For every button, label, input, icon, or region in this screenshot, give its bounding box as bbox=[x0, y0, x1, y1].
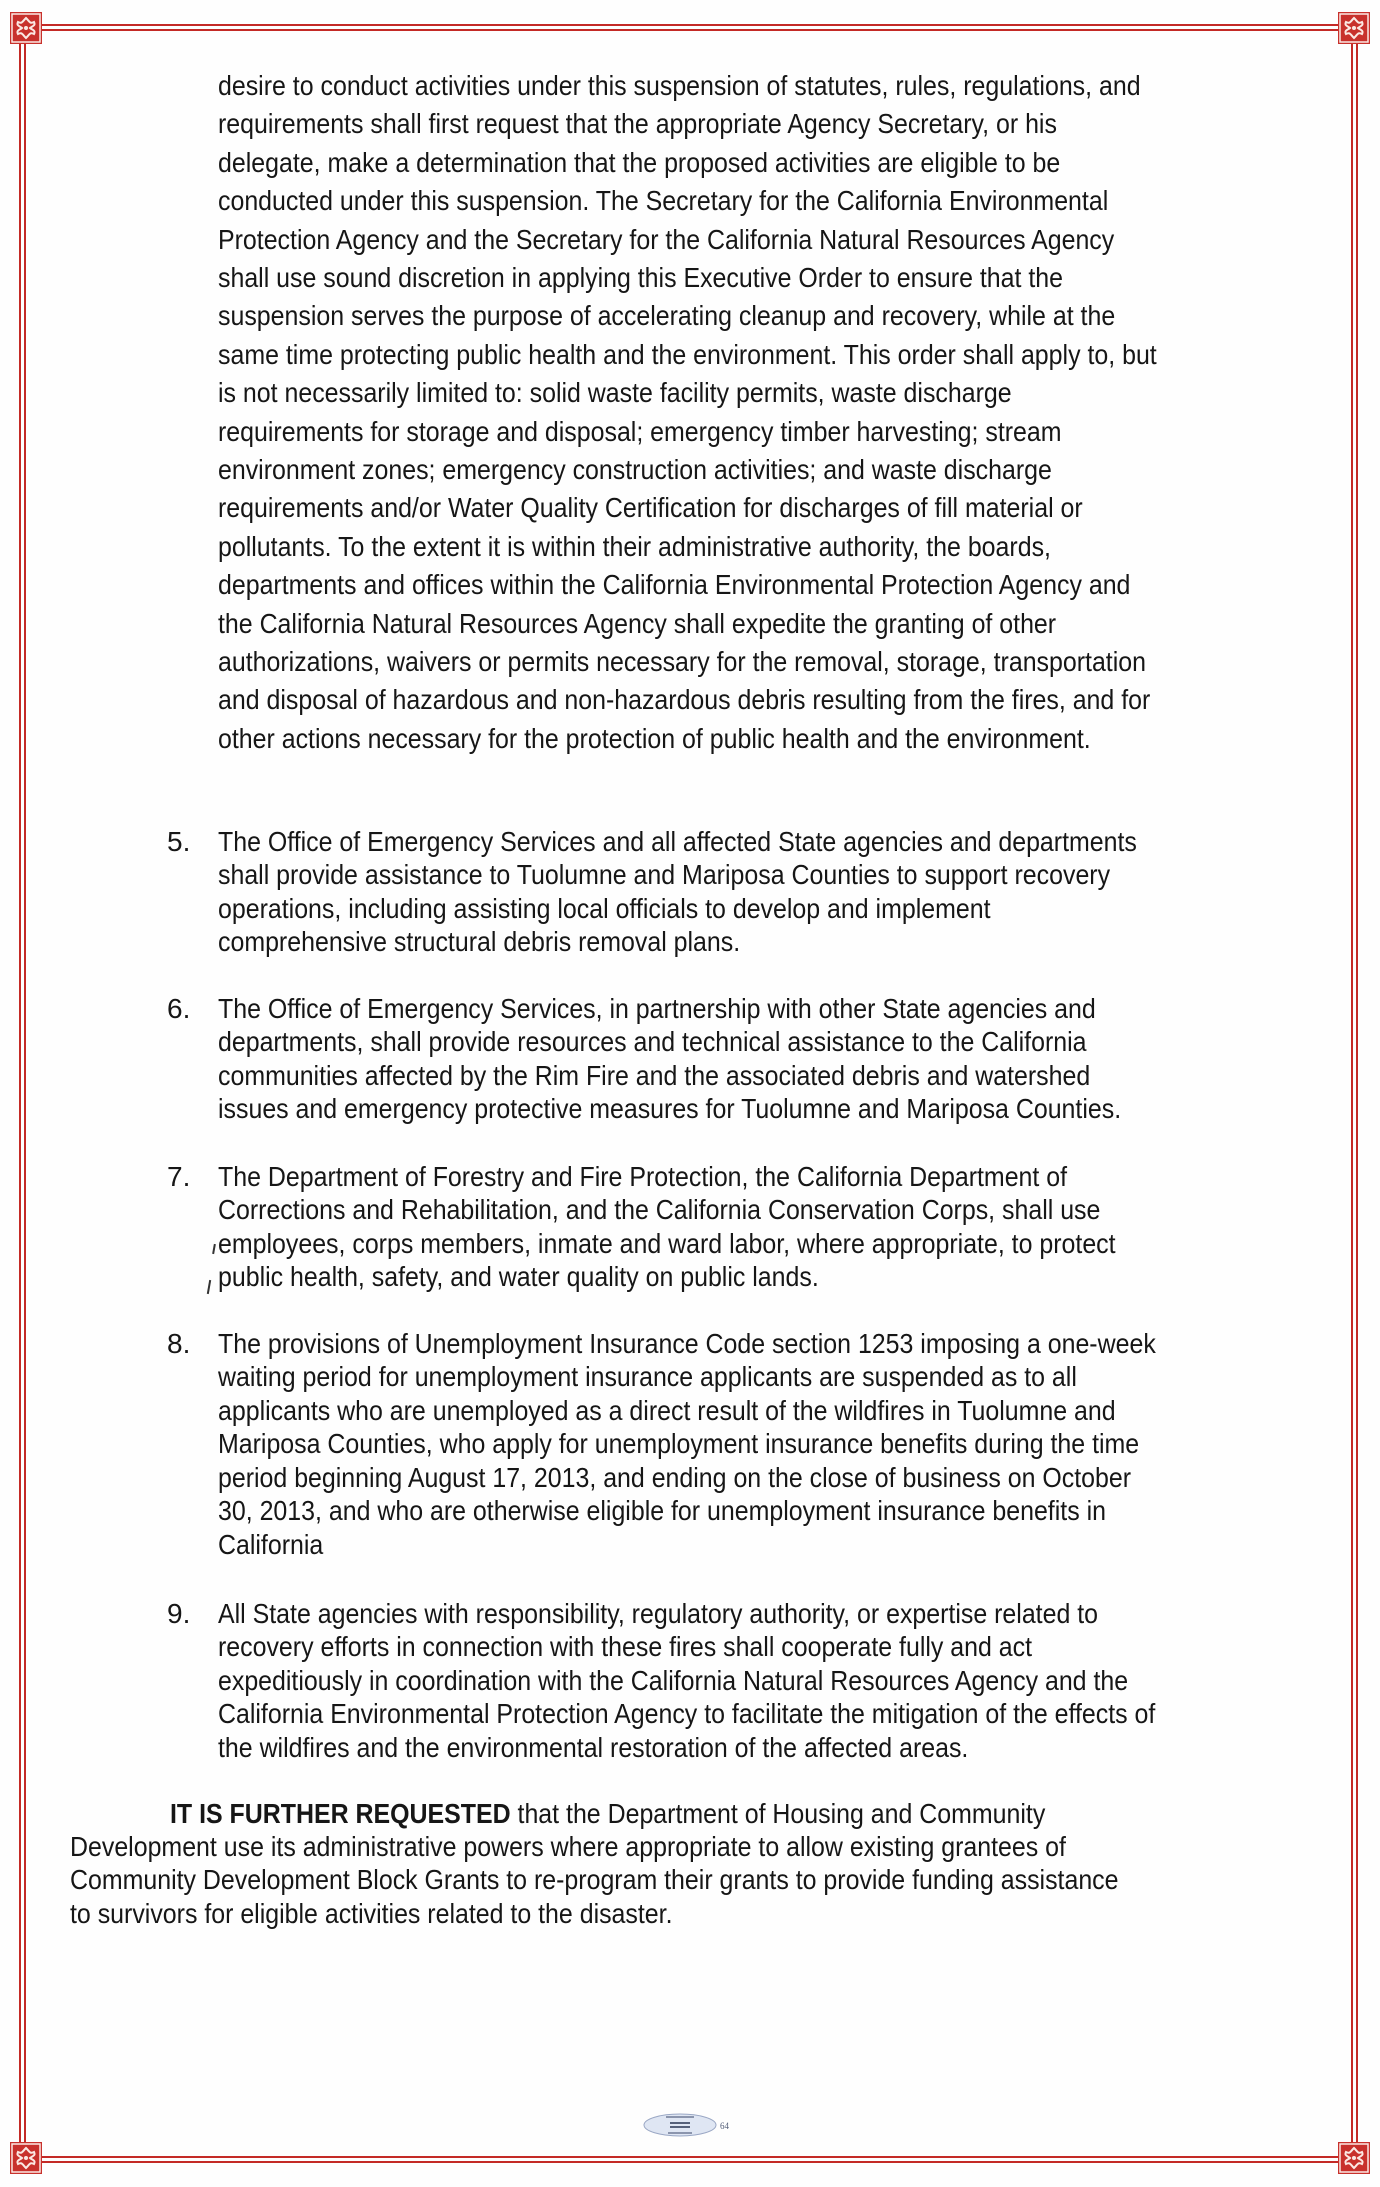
paragraph-line: same time protecting public health and the environment. This order shall apply to, but bbox=[218, 339, 1157, 370]
item-line: recovery efforts in connection with these fires shall cooperate fully and act bbox=[218, 1631, 1033, 1662]
item-line: expeditiously in coordination with the California Natural Resources Agency and the bbox=[218, 1665, 1129, 1696]
item-line: waiting period for unemployment insurance applicants are suspended as to all bbox=[218, 1361, 1077, 1392]
item-number: 9. bbox=[167, 1598, 191, 1629]
corner-ornament-icon bbox=[1338, 2142, 1370, 2174]
item-number: 5. bbox=[167, 826, 191, 857]
closing-first-line bbox=[170, 1800, 1045, 1828]
paragraph-line: suspension serves the purpose of accelerating cleanup and recovery, while at the bbox=[218, 300, 1116, 331]
item-line: All State agencies with responsibility, regulatory authority, or expertise related to bbox=[218, 1598, 1099, 1629]
item-line: departments, shall provide resources and technical assistance to the California bbox=[218, 1026, 1087, 1057]
corner-ornament-icon bbox=[10, 2142, 42, 2174]
paragraph-line: Protection Agency and the Secretary for the California Natural Resources Agency bbox=[218, 224, 1115, 255]
further-requested-heading: IT IS FURTHER REQUESTED bbox=[170, 1798, 511, 1829]
item-number: 8. bbox=[167, 1328, 191, 1359]
paragraph-line: delegate, make a determination that the proposed activities are eligible to be bbox=[218, 147, 1061, 178]
svg-text:64: 64 bbox=[720, 2121, 729, 2131]
item-line: The Office of Emergency Services, in partnership with other State agencies and bbox=[218, 993, 1096, 1024]
item-line: California bbox=[218, 1529, 324, 1560]
item-line: The Department of Forestry and Fire Protection, the California Department of bbox=[218, 1161, 1068, 1192]
closing-lead-text: that the Department of Housing and Community bbox=[510, 1798, 1046, 1829]
item-line: The Office of Emergency Services and all affected State agencies and departments bbox=[218, 826, 1137, 857]
border-bottom bbox=[42, 2156, 1338, 2163]
closing-line: to survivors for eligible activities related to the disaster. bbox=[70, 1898, 673, 1929]
paragraph-line: requirements shall first request that the appropriate Agency Secretary, or his bbox=[218, 108, 1057, 139]
corner-ornament-icon bbox=[1338, 12, 1370, 44]
item-line: employees, corps members, inmate and ward labor, where appropriate, to protect bbox=[218, 1228, 1116, 1259]
stray-pen-mark bbox=[207, 1280, 211, 1294]
item-line: public health, safety, and water quality on public lands. bbox=[218, 1261, 819, 1292]
paragraph-line: environment zones; emergency construction activities; and waste discharge bbox=[218, 454, 1052, 485]
corner-ornament-icon bbox=[10, 12, 42, 44]
closing-line: Community Development Block Grants to re-program their grants to provide funding assistance bbox=[70, 1864, 1119, 1895]
paragraph-line: desire to conduct activities under this suspension of statutes, rules, regulations, and bbox=[218, 70, 1141, 101]
item-line: the wildfires and the environmental restoration of the affected areas. bbox=[218, 1732, 969, 1763]
item-number: 7. bbox=[167, 1161, 191, 1192]
item-line: shall provide assistance to Tuolumne and Mariposa Counties to support recovery bbox=[218, 859, 1111, 890]
item-line: applicants who are unemployed as a direct result of the wildfires in Tuolumne and bbox=[218, 1395, 1116, 1426]
paragraph-line: pollutants. To the extent it is within their administrative authority, the boards, bbox=[218, 531, 1051, 562]
item-line: California Environmental Protection Agency to facilitate the mitigation of the effects of bbox=[218, 1698, 1156, 1729]
item-line: Corrections and Rehabilitation, and the California Conservation Corps, shall use bbox=[218, 1194, 1101, 1225]
border-right bbox=[1351, 44, 1358, 2142]
paragraph-line: the California Natural Resources Agency shall expedite the granting of other bbox=[218, 608, 1057, 639]
item-line: 30, 2013, and who are otherwise eligible for unemployment insurance benefits in bbox=[218, 1495, 1106, 1526]
paragraph-line: requirements and/or Water Quality Certification for discharges of fill material or bbox=[218, 492, 1083, 523]
item-line: Mariposa Counties, who apply for unemployment insurance benefits during the time bbox=[218, 1428, 1140, 1459]
paragraph-line: conducted under this suspension. The Secretary for the California Environmental bbox=[218, 185, 1109, 216]
item-line: issues and emergency protective measures for Tuolumne and Mariposa Counties. bbox=[218, 1093, 1122, 1124]
paragraph-line: other actions necessary for the protection of public health and the environment. bbox=[218, 723, 1091, 754]
item-line: The provisions of Unemployment Insurance Code section 1253 imposing a one-week bbox=[218, 1328, 1156, 1359]
union-bug-seal-icon bbox=[640, 2110, 735, 2140]
item-line: comprehensive structural debris removal plans. bbox=[218, 926, 741, 957]
item-line: communities affected by the Rim Fire and the associated debris and watershed bbox=[218, 1060, 1091, 1091]
paragraph-line: requirements for storage and disposal; emergency timber harvesting; stream bbox=[218, 416, 1062, 447]
paragraph-line: and disposal of hazardous and non-hazardous debris resulting from the fires, and for bbox=[218, 684, 1151, 715]
border-top bbox=[42, 24, 1338, 31]
stray-pen-mark bbox=[212, 1244, 216, 1254]
paragraph-line: is not necessarily limited to: solid waste facility permits, waste discharge bbox=[218, 377, 1012, 408]
paragraph-line: departments and offices within the California Environmental Protection Agency and bbox=[218, 569, 1131, 600]
border-left bbox=[19, 44, 26, 2142]
paragraph-line: authorizations, waivers or permits necessary for the removal, storage, transportation bbox=[218, 646, 1146, 677]
item-number: 6. bbox=[167, 993, 191, 1024]
closing-line: Development use its administrative powers where appropriate to allow existing grantees of bbox=[70, 1831, 1066, 1862]
paragraph-line: shall use sound discretion in applying this Executive Order to ensure that the bbox=[218, 262, 1063, 293]
item-line: period beginning August 17, 2013, and ending on the close of business on October bbox=[218, 1462, 1132, 1493]
item-line: operations, including assisting local officials to develop and implement bbox=[218, 893, 991, 924]
